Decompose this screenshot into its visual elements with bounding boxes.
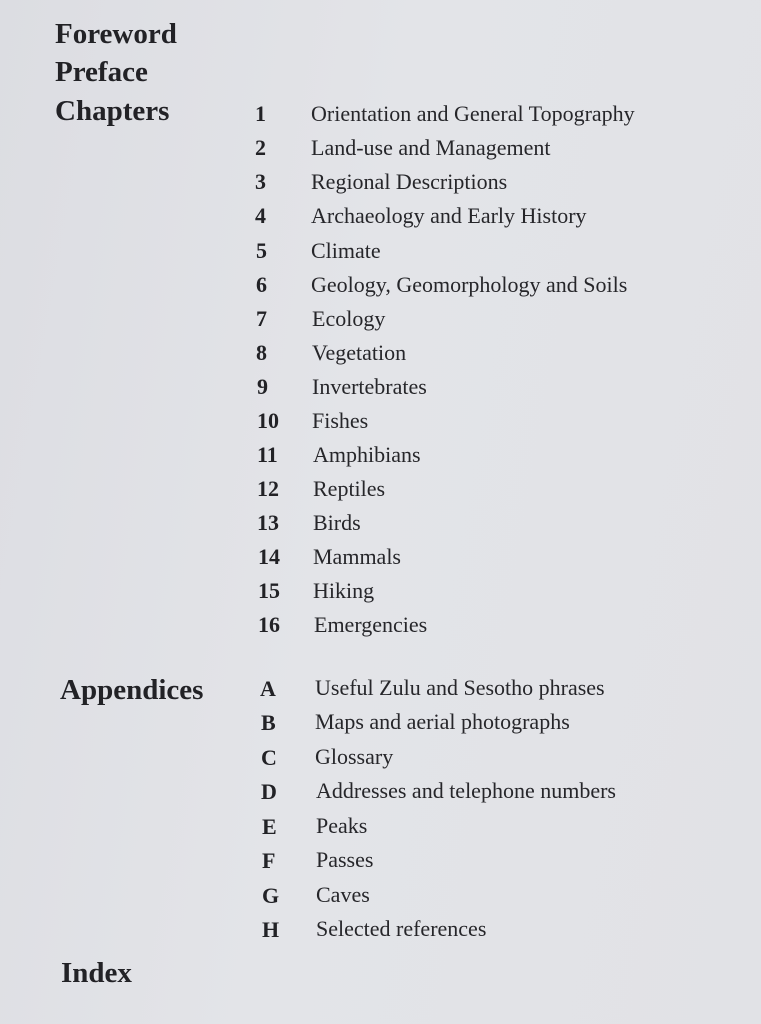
appendix-letter: C xyxy=(261,745,277,770)
appendix-title: Useful Zulu and Sesotho phrases xyxy=(315,675,605,700)
chapter-number: 11 xyxy=(257,442,278,467)
chapter-title: Ecology xyxy=(312,306,386,331)
chapter-title: Amphibians xyxy=(313,442,421,467)
appendix-title: Glossary xyxy=(315,744,394,769)
chapter-number: 8 xyxy=(256,340,267,365)
chapter-number: 2 xyxy=(255,135,266,160)
appendix-title: Addresses and telephone numbers xyxy=(316,778,616,803)
appendix-letter: B xyxy=(261,710,276,735)
chapter-title: Fishes xyxy=(312,408,369,433)
chapter-title: Birds xyxy=(313,510,361,535)
appendix-title: Caves xyxy=(316,882,370,907)
chapter-title: Regional Descriptions xyxy=(311,169,508,194)
appendix-letter: F xyxy=(262,848,276,873)
chapter-number: 3 xyxy=(255,169,266,194)
chapter-title: Invertebrates xyxy=(312,374,427,399)
heading-chapters: Chapters xyxy=(55,95,170,127)
chapter-title: Archaeology and Early History xyxy=(311,203,587,228)
appendix-title: Selected references xyxy=(316,916,487,941)
appendix-title: Passes xyxy=(316,847,374,872)
chapter-number: 7 xyxy=(256,306,267,331)
appendix-letter: H xyxy=(262,917,280,942)
heading-foreword: Foreword xyxy=(55,18,177,50)
chapter-number: 14 xyxy=(258,544,280,569)
chapter-title: Mammals xyxy=(313,544,401,569)
chapter-number: 6 xyxy=(256,272,267,297)
chapter-title: Vegetation xyxy=(312,340,407,365)
chapter-number: 9 xyxy=(257,374,268,399)
appendix-letter: D xyxy=(261,779,277,804)
chapter-number: 4 xyxy=(255,203,266,228)
chapter-title: Hiking xyxy=(313,578,375,603)
chapter-number: 5 xyxy=(256,238,267,263)
chapter-title: Land-use and Management xyxy=(311,135,551,160)
heading-index: Index xyxy=(61,957,132,989)
chapter-number: 10 xyxy=(257,408,279,433)
chapter-title: Orientation and General Topography xyxy=(311,101,635,126)
appendix-letter: E xyxy=(262,814,277,839)
chapter-title: Reptiles xyxy=(313,476,386,501)
chapter-number: 1 xyxy=(255,101,266,126)
chapter-number: 13 xyxy=(257,510,279,535)
appendix-title: Maps and aerial photographs xyxy=(315,709,570,734)
chapter-number: 16 xyxy=(258,612,280,637)
heading-preface: Preface xyxy=(55,56,148,88)
chapter-title: Emergencies xyxy=(314,612,428,637)
heading-appendices: Appendices xyxy=(60,674,204,706)
chapter-title: Climate xyxy=(311,238,381,263)
chapter-number: 15 xyxy=(258,578,280,603)
appendix-letter: G xyxy=(262,883,280,908)
chapter-title: Geology, Geomorphology and Soils xyxy=(311,272,628,297)
chapter-number: 12 xyxy=(257,476,279,501)
appendix-title: Peaks xyxy=(316,813,368,838)
appendix-letter: A xyxy=(260,676,276,701)
